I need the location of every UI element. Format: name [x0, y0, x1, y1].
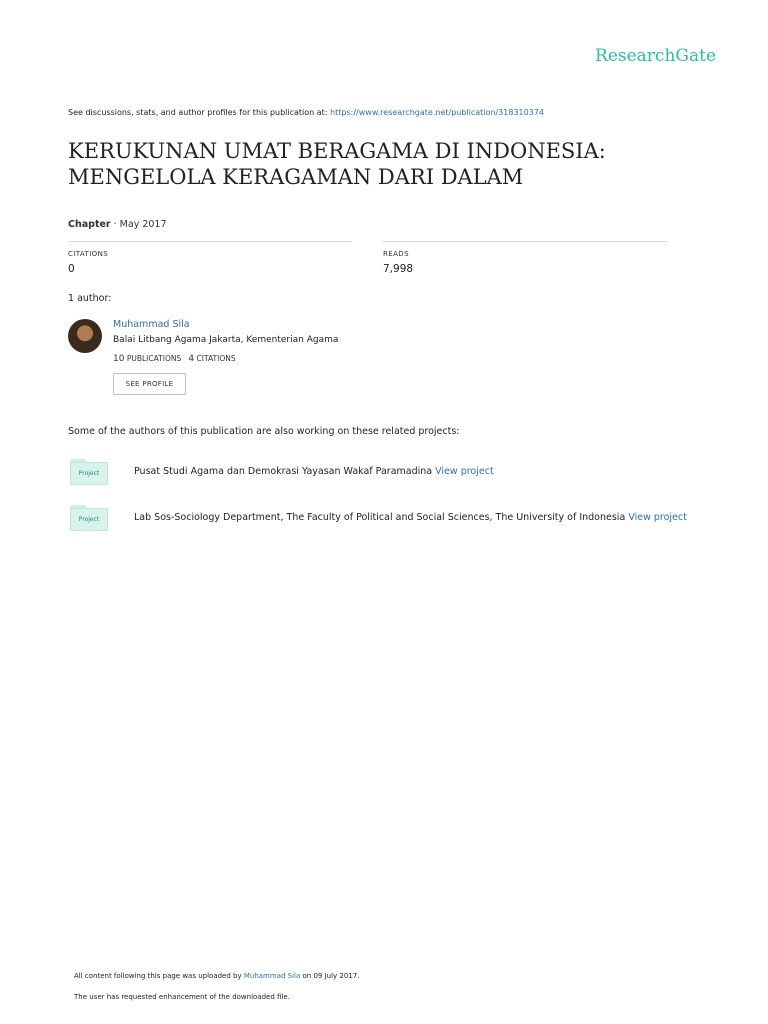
author-publications-label: PUBLICATIONS	[126, 354, 182, 363]
reads-label: READS	[383, 250, 409, 258]
publication-date: · May 2017	[110, 219, 167, 230]
project-icon-label: Project	[70, 462, 108, 485]
publication-title	[68, 138, 708, 190]
view-project-link[interactable]: View project	[435, 466, 494, 477]
author-citations-count: 4	[188, 354, 195, 364]
project-item	[134, 466, 494, 477]
project-item	[134, 512, 687, 523]
uploader-link[interactable]: Muhammad Sila	[243, 972, 301, 980]
author-name-link[interactable]: Muhammad Sila	[113, 319, 190, 330]
project-folder-icon	[70, 505, 108, 531]
project-folder-icon	[70, 459, 108, 485]
reads-value: 7,998	[383, 263, 414, 275]
title-line-2: MENGELOLA KERAGAMAN DARI DALAM	[68, 165, 524, 189]
author-stats	[113, 354, 236, 364]
discussions-text: See discussions, stats, and author profiles for this publication at:	[68, 108, 328, 117]
author-citations-label: CITATIONS	[196, 354, 236, 363]
author-institution: Balai Litbang Agama Jakarta, Kementerian Agama	[113, 335, 339, 345]
publication-type: Chapter	[68, 219, 111, 230]
author-avatar[interactable]	[68, 319, 102, 353]
discussions-notice	[68, 108, 544, 117]
project-title: Pusat Studi Agama dan Demokrasi Yayasan Wakaf Paramadina	[134, 466, 433, 477]
upload-prefix: All content following this page was uploaded by	[74, 972, 242, 980]
view-project-link[interactable]: View project	[628, 512, 687, 523]
upload-notice	[74, 972, 359, 980]
project-title: Lab Sos-Sociology Department, The Faculty of Political and Social Sciences, The University of Indonesia	[134, 512, 626, 523]
publication-meta	[68, 219, 167, 230]
researchgate-logo[interactable]: ResearchGate	[595, 46, 716, 66]
title-line-1: KERUKUNAN UMAT BERAGAMA DI INDONESIA:	[68, 139, 606, 163]
upload-date: on 09 July 2017.	[302, 972, 360, 980]
citations-divider	[68, 241, 352, 242]
citations-value: 0	[68, 263, 75, 275]
author-publications-count: 10	[113, 354, 125, 364]
related-projects-heading: Some of the authors of this publication are also working on these related projects:	[68, 426, 460, 437]
enhancement-notice: The user has requested enhancement of the downloaded file.	[74, 993, 290, 1001]
authors-heading: 1 author:	[68, 293, 112, 304]
publication-url-link[interactable]: https://www.researchgate.net/publication/318310374	[330, 108, 544, 117]
project-icon-label: Project	[70, 508, 108, 531]
see-profile-button[interactable]: SEE PROFILE	[113, 373, 186, 395]
citations-label: CITATIONS	[68, 250, 109, 258]
reads-divider	[383, 241, 668, 242]
